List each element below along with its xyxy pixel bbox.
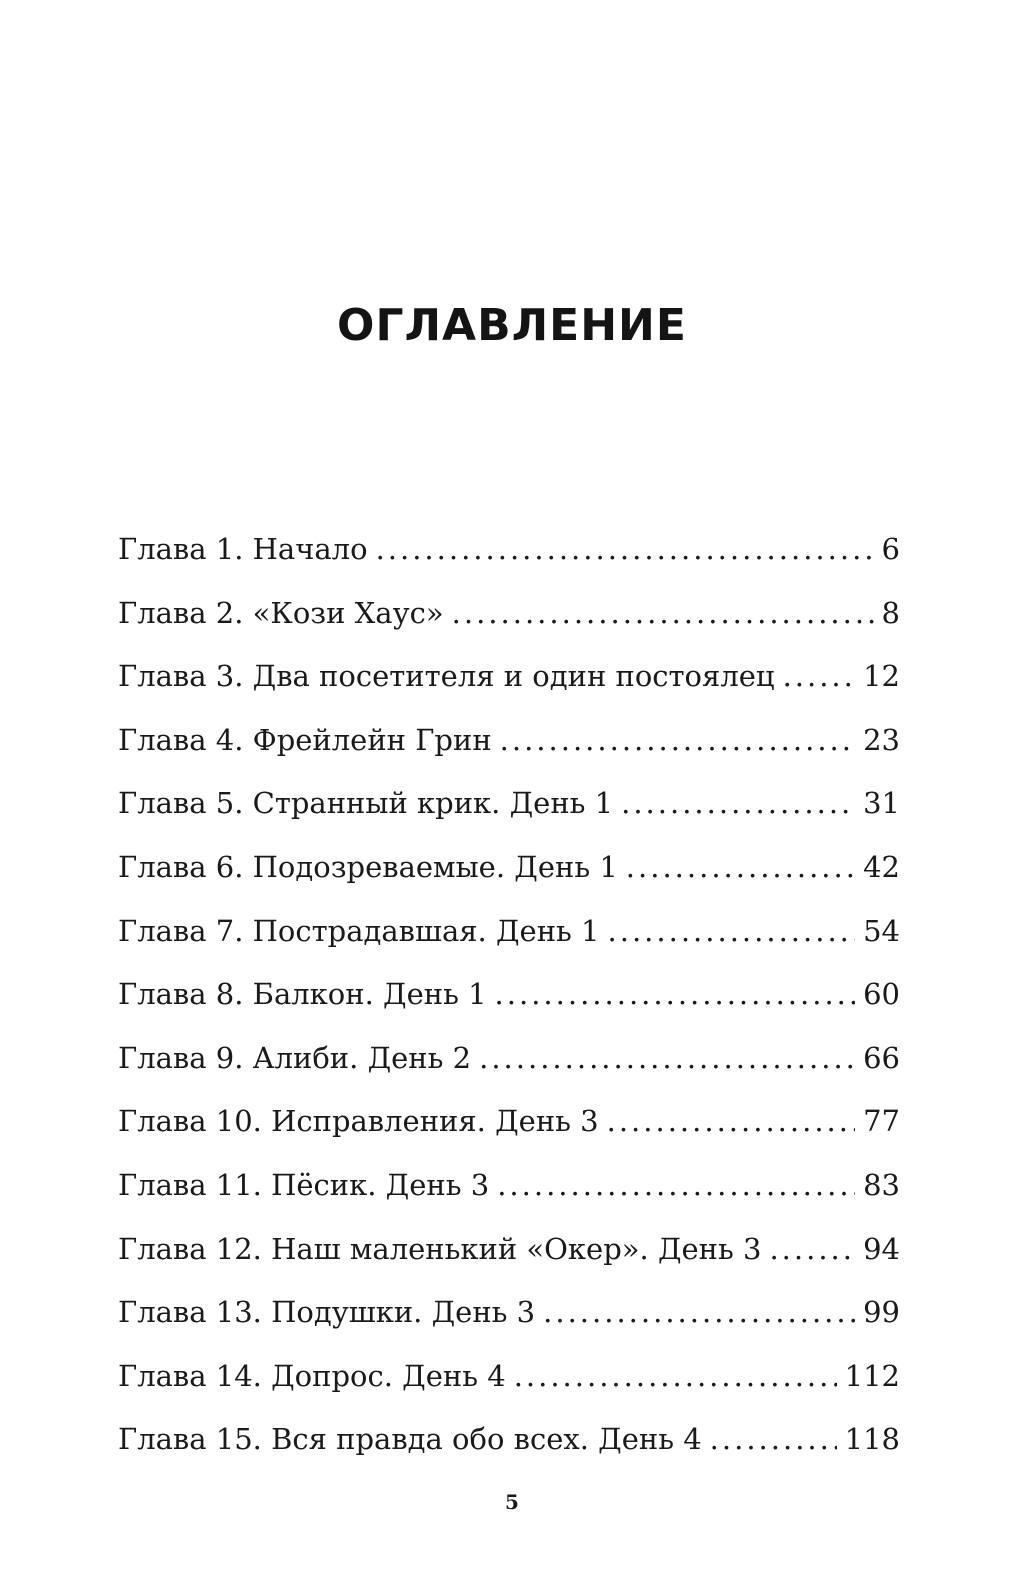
toc-entry-title: Глава 12. Наш маленький «Окер». День 3: [118, 1231, 762, 1266]
toc-leader-dots: [479, 1035, 855, 1081]
toc-leader-dots: [543, 1289, 855, 1335]
toc-entry: [118, 908, 900, 972]
toc-leader-dots: [710, 1416, 837, 1462]
toc-entry-page: 99: [863, 1295, 900, 1330]
toc-leader-dots: [769, 1226, 855, 1272]
toc-entry-title: Глава 10. Исправления. День 3: [118, 1104, 599, 1139]
toc-leader-dots: [514, 1353, 837, 1399]
page-number: 5: [505, 1490, 519, 1514]
toc-entry-page: 8: [881, 595, 900, 630]
toc-entry-page: 60: [863, 977, 900, 1012]
toc-entry-title: Глава 7. Пострадавшая. День 1: [118, 913, 600, 948]
toc-entry: [118, 1353, 900, 1417]
toc-entry-page: 31: [863, 786, 900, 821]
toc-entry: [118, 971, 900, 1035]
toc-leader-dots: [500, 717, 855, 763]
table-of-contents: [118, 526, 900, 1480]
toc-entry-page: 94: [863, 1231, 900, 1266]
toc-entry: [118, 1035, 900, 1099]
toc-entry-page: 42: [863, 849, 900, 884]
toc-entry: [118, 1416, 900, 1480]
toc-entry-title: Глава 9. Алиби. День 2: [118, 1040, 472, 1075]
toc-entry-title: Глава 8. Балкон. День 1: [118, 977, 487, 1012]
toc-entry: [118, 717, 900, 781]
toc-entry-title: Глава 14. Допрос. День 4: [118, 1358, 506, 1393]
toc-leader-dots: [607, 1098, 855, 1144]
toc-entry: [118, 1226, 900, 1290]
toc-leader-dots: [608, 908, 856, 954]
toc-leader-dots: [376, 526, 874, 572]
toc-entry: [118, 844, 900, 908]
toc-entry-page: 23: [863, 722, 900, 757]
page-title: ОГЛАВЛЕНИЕ: [337, 300, 687, 351]
toc-entry-page: 54: [863, 913, 900, 948]
toc-leader-dots: [495, 971, 856, 1017]
toc-entry-page: 12: [863, 659, 900, 694]
toc-entry: [118, 653, 900, 717]
toc-entry: [118, 590, 900, 654]
toc-entry-page: 6: [881, 532, 900, 566]
toc-entry: [118, 1098, 900, 1162]
toc-entry-title: Глава 5. Странный крик. День 1: [118, 786, 614, 821]
toc-entry-title: Глава 15. Вся правда обо всех. День 4: [118, 1422, 702, 1457]
toc-entry-title: Глава 3. Два посетителя и один постоялец: [118, 659, 775, 694]
toc-entry: [118, 780, 900, 844]
toc-entry-title: Глава 4. Фрейлейн Грин: [118, 722, 492, 757]
toc-entry-page: 83: [863, 1167, 900, 1202]
toc-leader-dots: [783, 653, 856, 699]
toc-leader-dots: [452, 590, 874, 636]
toc-entry: [118, 1162, 900, 1226]
toc-entry-page: 77: [863, 1104, 900, 1139]
toc-entry-title: Глава 13. Подушки. День 3: [118, 1295, 536, 1330]
toc-entry-title: Глава 11. Пёсик. День 3: [118, 1167, 490, 1202]
toc-entry-page: 112: [844, 1358, 900, 1393]
toc-entry-page: 66: [863, 1040, 900, 1075]
toc-entry: [118, 1289, 900, 1353]
toc-entry-page: 118: [844, 1422, 900, 1457]
toc-leader-dots: [621, 780, 855, 826]
toc-entry-title: Глава 2. «Кози Хаус»: [118, 595, 444, 630]
toc-entry-title: Глава 6. Подозреваемые. День 1: [118, 849, 618, 884]
toc-entry: [118, 526, 900, 590]
toc-entry-title: Глава 1. Начало: [118, 532, 368, 566]
toc-leader-dots: [497, 1162, 855, 1208]
toc-leader-dots: [626, 844, 855, 890]
